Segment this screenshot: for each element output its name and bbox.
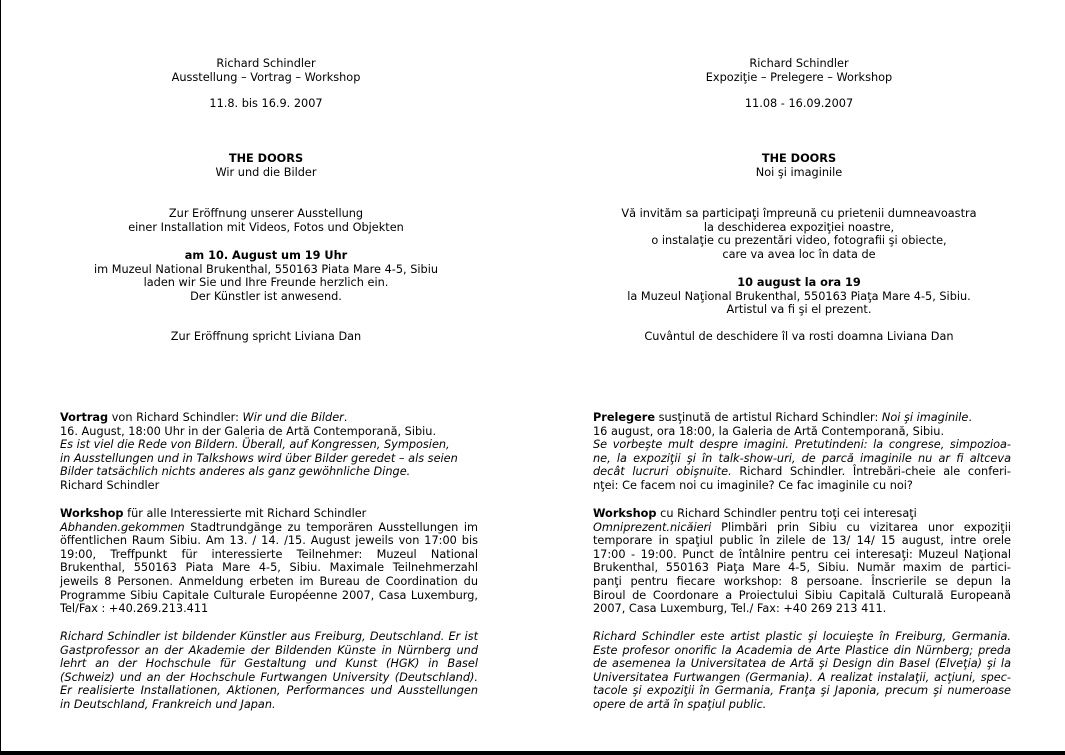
venue-line: Artistul va fi şi el prezent. [726,303,872,317]
workshop-text: Biroul de Coordonare a Proiectului Sibiu Capitală Culturală Europeană [593,588,1011,602]
header-block [589,57,1009,84]
bio-line: Este profesor onorific la Academia de Arte Plastice din Nürnberg; preda [593,643,1011,657]
lecture-date: 16 august, ora 18:00, la Galeria de Artă Contemporană, Sibiu. [593,424,945,438]
venue-block [56,249,476,303]
lecture-title: Wir und die Bilder [242,411,344,424]
bio-line: tacole şi expoziţii în Germania, Franţa şi Japonia, precum şi numeroase [593,684,1011,698]
invitation-line: Vă invităm sa participaţi împreună cu prietenii dumneavoastra [621,207,977,220]
invitation-block [56,207,476,234]
exhibition-title: THE DOORS [228,152,304,165]
lecture-quote: Bilder tatsächlich nichts anderes als ganz gewöhnliche Dinge. [60,465,411,479]
bio-line: de asemenea la Universitatea de Artă şi Design din Basel (Elveţia) şi la [593,657,1011,671]
bio-line: Er realisierte Installationen, Aktionen, Performances und Ausstellungen [60,684,478,698]
opening-date-time: am 10. August um 19 Uhr [184,249,348,262]
lecture-section [60,411,478,493]
bio-line: lehrt an der Hochschule für Gestaltung und Kunst (HGK) in Basel [60,657,478,671]
workshop-text: Plimbări prin Sibiu cu vizitarea unor expoziţii [711,520,1011,534]
workshop-title: Omniprezent.nicăieri [593,520,712,534]
invitation-block [589,207,1009,261]
venue-block [589,276,1009,317]
workshop-contact: Tel/Fax : +40.269.213.411 [60,602,209,616]
workshop-label: Workshop [593,507,657,520]
venue-line: Der Künstler ist anwesend. [190,289,342,303]
bio-line: Richard Schindler ist bildender Künstler aus Freiburg, Deutschland. Er ist [60,630,478,643]
invitation-line: Zur Eröffnung unserer Ausstellung [168,207,364,220]
workshop-text: 17:00 - 19:00. Punct de întâlnire pentru cei interesaţi: Muzeul Naţional [593,547,1011,561]
lecture-label: Vortrag [60,411,109,424]
workshop-intro: cu Richard Schindler pentru toţi cei interesaţi [656,507,917,520]
lecture-intro: von Richard Schindler: [108,411,243,424]
title-block [56,152,476,179]
opening-speaker: Zur Eröffnung spricht Liviana Dan [170,330,362,343]
lecture-quote: ne, la expoziţii şi în talk-show-uri, de parcă imaginile nu ar fi altceva [593,451,1011,465]
opening-date-time: 10 august la ora 19 [737,276,861,289]
workshop-text: 19:00, Treffpunkt für interessierte Teilnehmer: Muzeul National [60,547,478,561]
bio-line: Universitatea Furtwangen (Germania). A realizat instalaţii, acţiuni, spec- [593,670,1011,684]
invitation-line: care va avea loc în data de [722,247,876,261]
workshop-text: jeweils 8 Personen. Anmeldung erbeten im Bureau de Coordination du [60,574,478,588]
header-block [56,57,476,84]
workshop-section [60,507,478,616]
workshop-text: Brukenthal, 550163 Piata Mare 4-5, Sibiu. Maximale Teilnehmerzahl [60,561,478,575]
lecture-quote: in Ausstellungen und in Talkshows wird über Bilder geredet – als seien [60,451,458,465]
event-subtitle: Ausstellung – Vortrag – Workshop [171,70,361,84]
page-edge-bottom [0,751,1065,755]
workshop-text: temporare in spaţiul public în zilele de 13/ 14/ 15 august, intre orele [593,534,1011,548]
workshop-label: Workshop [60,507,124,520]
venue-line: laden wir Sie und Ihre Freunde herzlich ein. [143,276,389,290]
lecture-questions: nţei: Ce facem noi cu imaginile? Ce fac imaginile cu noi? [593,478,913,492]
event-subtitle: Expoziţie – Prelegere – Workshop [705,70,893,84]
artist-name: Richard Schindler [749,57,849,70]
invitation-line: o instalaţie cu prezentări video, fotografii şi obiecte, [651,234,947,248]
bio-line: in Deutschland, Frankreich und Japan. [60,697,276,711]
invitation-line: la deschiderea expoziţiei noastre, [703,220,895,234]
workshop-text: Programme Sibiu Capitale Culturale Européenne 2007, Casa Luxemburg, [60,588,478,602]
workshop-intro: für alle Interessierte mit Richard Schindler [123,507,367,520]
bio-line: Richard Schindler este artist plastic şi locuieşte în Freiburg, Germania. [593,630,1011,643]
lecture-quote: Es ist viel die Rede von Bildern. Überall, auf Kongressen, Symposien, [60,438,450,452]
lecture-text: Richard Schindler. Întrebări-cheie ale conferi- [731,465,1011,479]
workshop-text: panţi pentru fiecare workshop: 8 persoane. Înscrierile se depun la [593,574,1011,588]
lecture-dot: . [343,411,348,424]
workshop-contact: 2007, Casa Luxemburg, Tel./ Fax: +40 269 213 411. [593,602,887,616]
lecture-section [593,411,1011,493]
bio-line: (Schweiz) und an der Hochschule Furtwangen University (Deutschland). [60,670,478,684]
event-dates: 11.8. bis 16.9. 2007 [209,97,323,110]
workshop-text: Brukenthal, 550163 Piaţa Mare 4-5, Sibiu. Număr maxim de partici- [593,561,1011,575]
artist-name: Richard Schindler [216,57,316,70]
event-dates: 11.08 - 16.09.2007 [744,97,854,110]
workshop-title: Abhanden.gekommen [60,520,185,534]
title-block [589,152,1009,179]
page-edge-left [0,0,1,755]
lecture-signature: Richard Schindler [60,478,160,492]
exhibition-subtitle: Noi şi imaginile [755,165,843,179]
lecture-quote: Se vorbeşte mult despre imagini. Pretutindeni: la congrese, simpozioa- [593,438,1011,452]
workshop-section [593,507,1011,616]
bio-section [60,630,478,712]
invitation-line: einer Installation mit Videos, Fotos und Objekten [128,220,404,234]
venue-line: la Muzeul Naţional Brukenthal, 550163 Piaţa Mare 4-5, Sibiu. [627,289,971,303]
lecture-quote: decât lucruri obişnuite. [593,465,732,479]
lecture-title: Noi şi imaginile [881,411,969,424]
exhibition-title: THE DOORS [761,152,837,165]
lecture-dot: . [968,411,972,424]
bio-line: Gastprofessor an der Akademie der Bildenden Künste in Nürnberg und [60,643,478,657]
lecture-label: Prelegere [593,411,656,424]
workshop-text: öffentlichen Raum Sibiu. Am 13. / 14. /15. August jeweils von 17:00 bis [60,534,478,548]
workshop-text: Stadtrundgänge zu temporären Ausstellungen im [184,520,478,534]
bio-line: opere de artă în spaţiul public. [593,697,767,711]
bio-section [593,630,1011,712]
lecture-date: 16. August, 18:00 Uhr in der Galeria de Artă Contemporană, Sibiu. [60,424,437,438]
opening-speaker: Cuvântul de deschidere îl va rosti doamna Liviana Dan [644,330,954,343]
venue-line: im Muzeul National Brukenthal, 550163 Piata Mare 4-5, Sibiu [93,262,438,276]
lecture-intro: susţinută de artistul Richard Schindler: [655,411,882,424]
exhibition-subtitle: Wir und die Bilder [215,165,317,179]
